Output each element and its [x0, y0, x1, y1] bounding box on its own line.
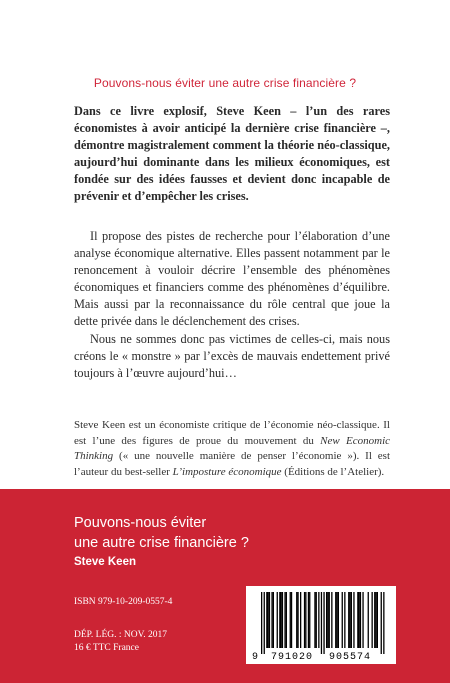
barcode-bar	[323, 592, 324, 654]
barcode-bar	[290, 592, 291, 648]
barcode-bar	[344, 592, 345, 648]
barcode-bar	[348, 592, 349, 648]
barcode-bar	[297, 592, 298, 648]
legal-info	[74, 629, 167, 654]
bio-text-3: (Éditions de l’Atelier).	[281, 466, 385, 479]
tagline: Pouvons-nous éviter une autre crise financière ?	[93, 76, 357, 90]
description	[74, 228, 390, 382]
barcode-bar	[304, 592, 305, 648]
barcode-bar	[383, 592, 384, 654]
barcode-bar	[264, 592, 265, 654]
band-title-line-2: une autre crise financière ?	[74, 535, 249, 551]
barcode-bar	[338, 592, 339, 648]
barcode-bar	[375, 592, 376, 648]
barcode-bar	[326, 592, 327, 648]
barcode-bar	[381, 592, 382, 654]
barcode-bar	[291, 592, 292, 648]
band-title	[74, 513, 374, 553]
barcode-bar	[349, 592, 350, 648]
barcode-bar	[309, 592, 310, 648]
barcode-bar	[286, 592, 287, 648]
barcode-bar	[357, 592, 358, 648]
legal-deposit: DÉP. LÉG. : NOV. 2017	[74, 630, 167, 640]
barcode	[246, 586, 396, 664]
barcode-bar	[368, 592, 369, 648]
barcode-bar	[261, 592, 262, 654]
barcode-bar	[353, 592, 354, 648]
barcode-graphic	[246, 586, 396, 664]
barcode-bar	[316, 592, 317, 648]
barcode-bar	[372, 592, 373, 648]
barcode-bar	[308, 592, 309, 648]
barcode-right-group: 905574	[328, 652, 372, 663]
barcode-bar	[266, 592, 267, 648]
barcode-bar	[377, 592, 378, 648]
barcode-bar	[277, 592, 278, 648]
summary-paragraph: Dans ce livre explosif, Steve Keen – l’un des rares économistes à avoir anticipé la dernière crise financière –, démontre magistralement comment la théorie néo-classique, aujourd’hui dominante dans les milieux économiques, est fondée sur des idées fausses et devient donc incapable de prévenir et d’empêcher les crises.	[74, 104, 390, 204]
barcode-bar	[335, 592, 336, 648]
barcode-bar	[284, 592, 285, 648]
author-bio	[74, 418, 390, 481]
band-title-line-1: Pouvons-nous éviter	[74, 515, 207, 531]
bio-italic-2: L’imposture économique	[172, 466, 282, 479]
barcode-bar	[329, 592, 330, 648]
barcode-bar	[300, 592, 301, 648]
barcode-bar	[374, 592, 375, 648]
barcode-bar	[305, 592, 306, 648]
red-band	[0, 489, 450, 683]
barcode-bar	[273, 592, 274, 648]
bio-text-2: (« une nouvelle manière de penser l’économie »). Il est l’auteur du best-seller	[74, 450, 390, 479]
barcode-bar	[281, 592, 282, 648]
price: 16 € TTC France	[74, 642, 139, 653]
barcode-bar	[271, 592, 272, 648]
bio-italic-1: New Economic Thinking	[74, 434, 391, 463]
barcode-bar	[351, 592, 352, 648]
paragraph-1: Il propose des pistes de recherche pour l’élaboration d’une analyse économique alternative. Elles passent notamment par le renoncement à vouloir décrire l’ensemble des phénomènes économiques et financiers comme des phénomènes d’équilibre. Mais aussi par la reconnaissance du rôle central que joue la dette privée dans le déclenchement des crises.	[74, 229, 390, 329]
barcode-bar	[279, 592, 280, 648]
isbn: ISBN 979-10-209-0557-4	[74, 597, 173, 607]
barcode-bar	[336, 592, 337, 648]
barcode-bar	[360, 592, 361, 648]
barcode-bar	[268, 592, 269, 648]
barcode-bar	[321, 592, 322, 654]
barcode-bar	[331, 592, 332, 648]
paragraph-2: Nous ne sommes donc pas victimes de celles-ci, mais nous créons le « monstre » par l’excès de mauvais endettement privé toujours à l’œuvre aujourd’hui…	[74, 331, 390, 380]
barcode-bar	[342, 592, 343, 648]
barcode-bar	[318, 592, 319, 648]
barcode-bar	[327, 592, 328, 648]
barcode-bar	[314, 592, 315, 648]
barcode-bar	[282, 592, 283, 648]
bio-text-1: Steve Keen est un économiste critique de l’économie néo-classique. Il est l’une des figures de proue du mouvement du	[74, 419, 390, 447]
barcode-bar	[296, 592, 297, 648]
band-author: Steve Keen	[74, 556, 137, 568]
barcode-bar	[269, 592, 270, 648]
barcode-bar	[362, 592, 363, 648]
barcode-first-digit: 9	[252, 652, 259, 663]
barcode-bar	[359, 592, 360, 648]
barcode-left-group: 791020	[270, 652, 314, 663]
